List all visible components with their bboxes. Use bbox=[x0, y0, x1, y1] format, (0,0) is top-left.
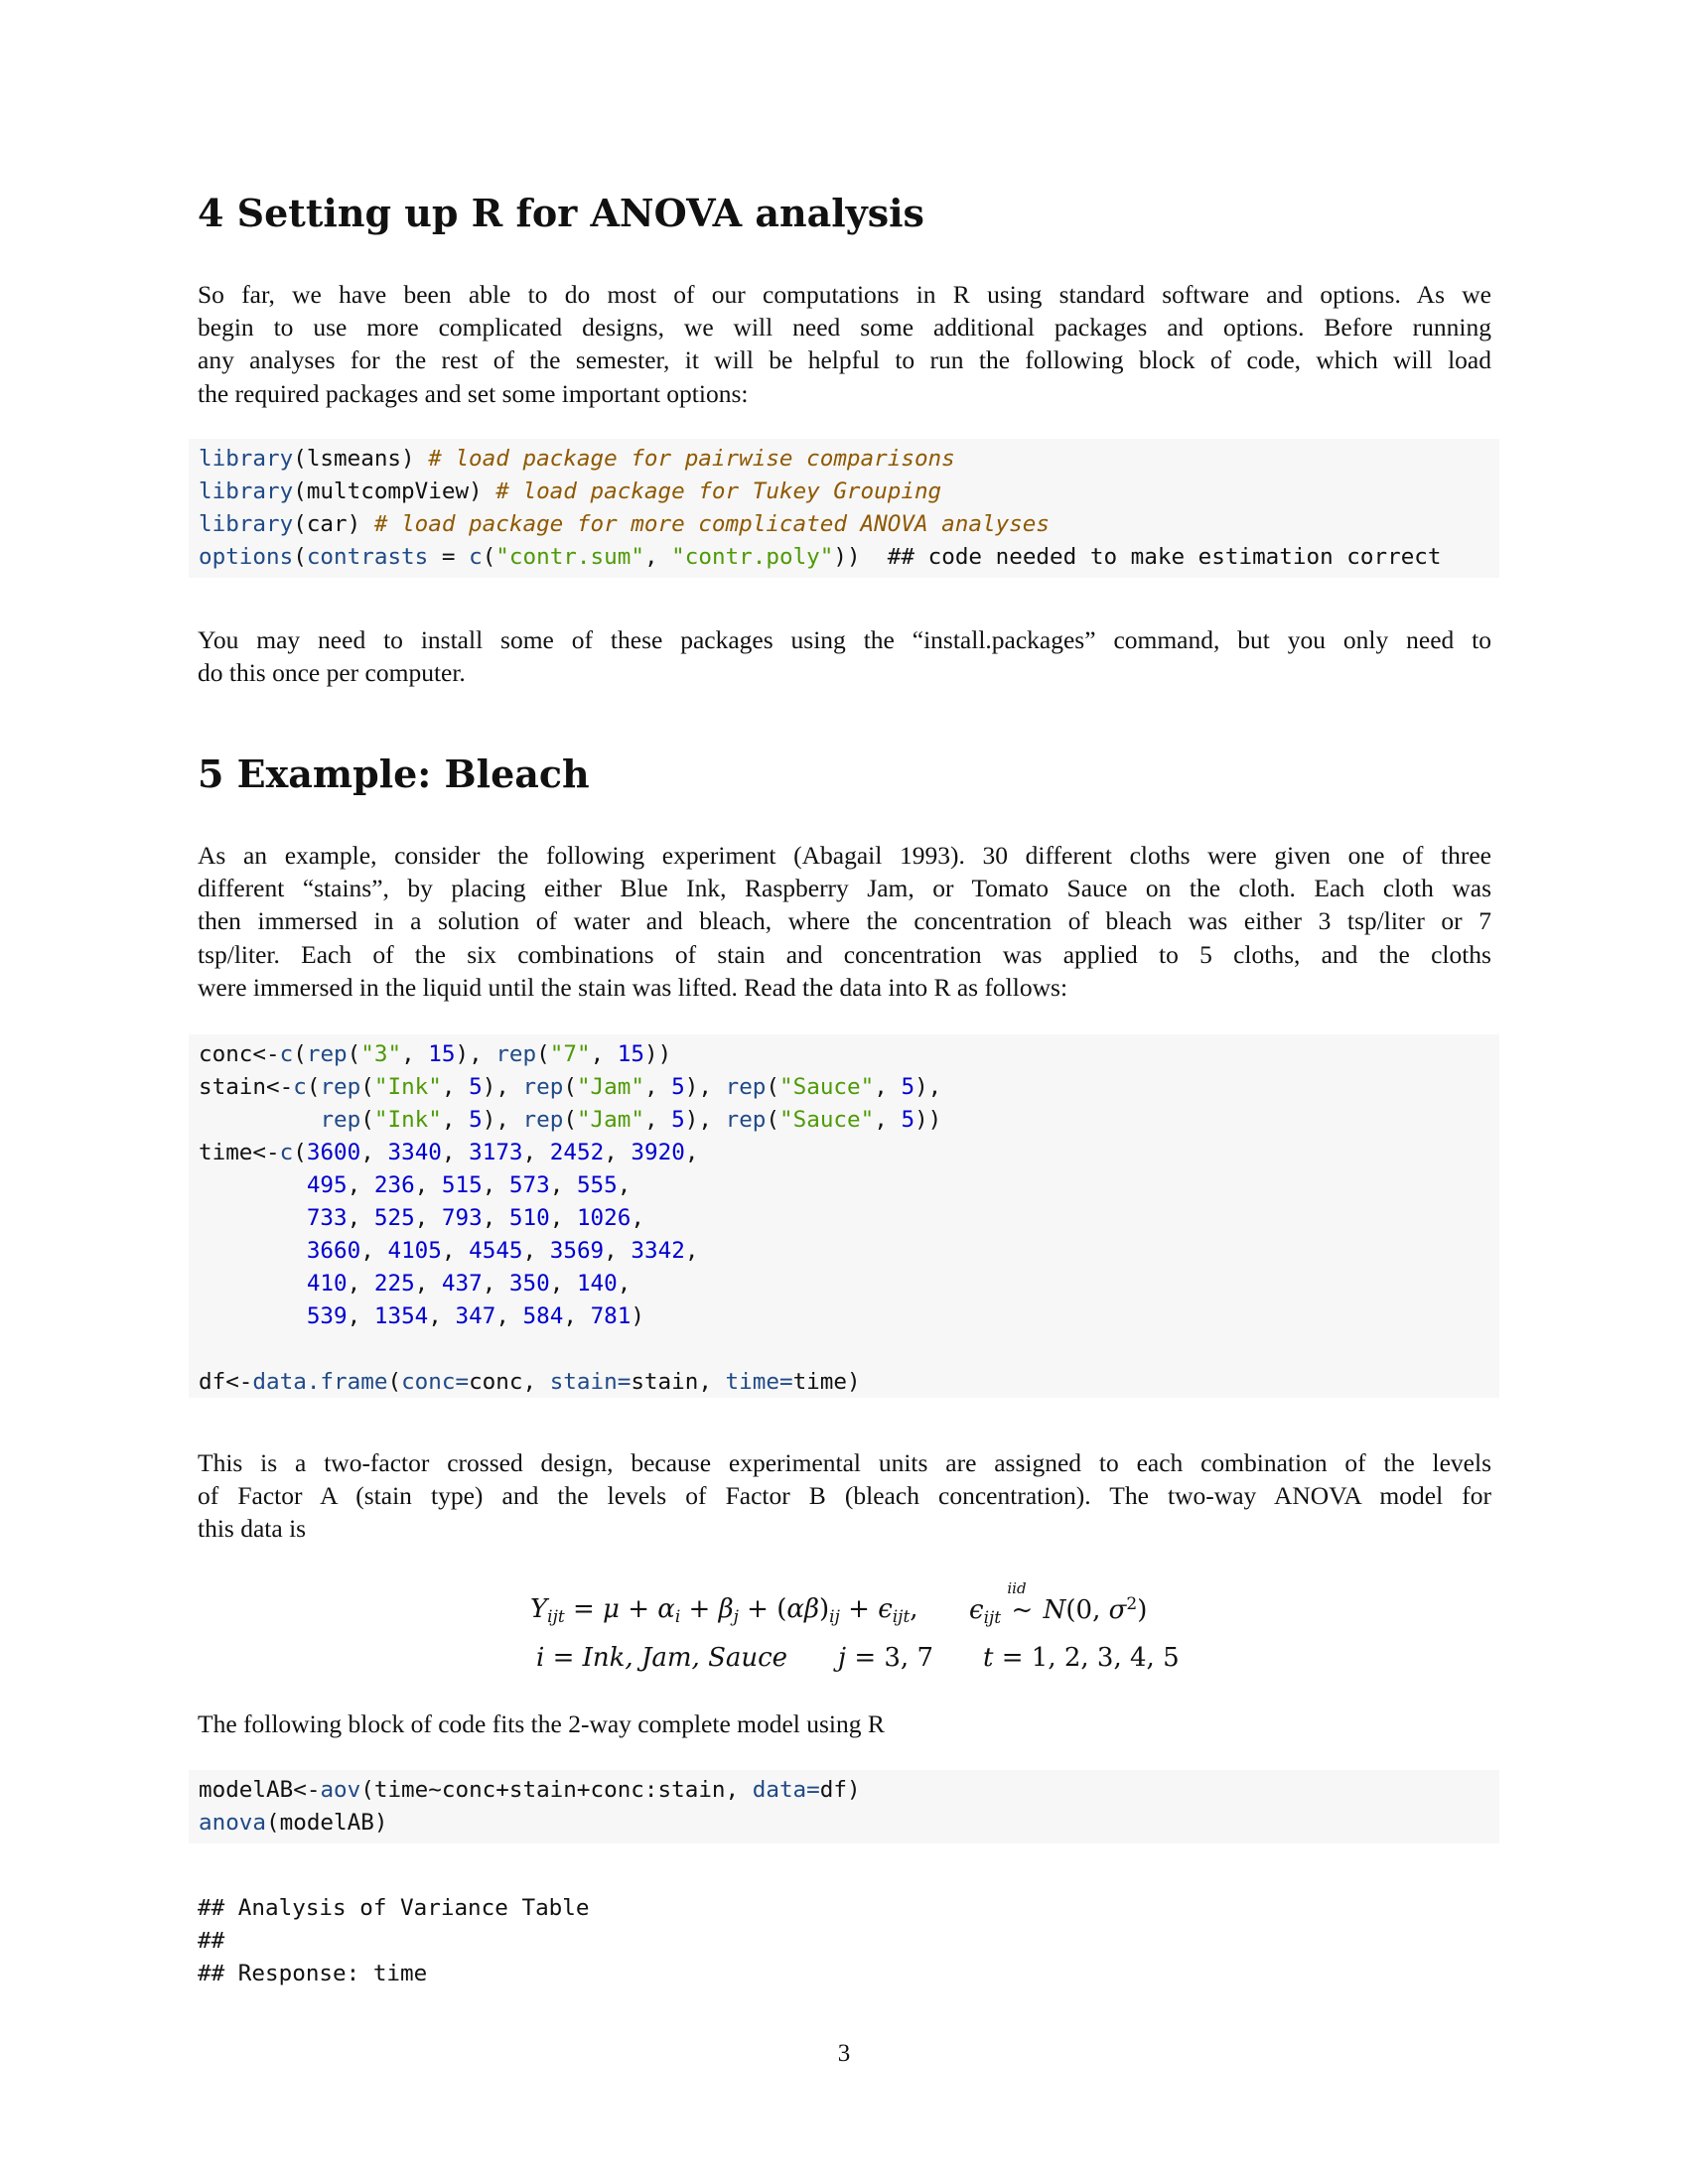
paragraph-line: do this once per computer. bbox=[198, 658, 466, 688]
code-line-time-1: 495, 236, 515, 573, 555, bbox=[306, 1172, 632, 1198]
code-line: library(multcompView) # load package for Tukey Grouping bbox=[199, 478, 942, 504]
error-distribution: $\epsilon_{ijt}$ iid ~ N(0, $\sigma^2$) bbox=[969, 1579, 1148, 1628]
paragraph-line: begin to use more complicated designs, we will need some additional packages and options. Before running bbox=[198, 313, 1491, 342]
paragraph-line: You may need to install some of these packages using the “install.packages” command, but you only need to bbox=[198, 625, 1491, 654]
iid-label: iid bbox=[1007, 1579, 1027, 1597]
code-line-time-0: time<-c(3600, 3340, 3173, 2452, 3920, bbox=[199, 1140, 699, 1165]
paragraph-line: any analyses for the rest of the semester, it will be helpful to run the following block of code, which will load bbox=[198, 345, 1491, 375]
code-line-time-5: 539, 1354, 347, 584, 781) bbox=[306, 1303, 644, 1329]
code-line-time-4: 410, 225, 437, 350, 140, bbox=[306, 1271, 632, 1297]
paragraph-line: were immersed in the liquid until the stain was lifted. Read the data into R as follows: bbox=[198, 972, 1068, 1002]
section-4-intro-paragraph bbox=[198, 278, 1491, 410]
code-line-conc: conc<-c(rep("3", 15), rep("7", 15)) bbox=[199, 1041, 672, 1067]
paragraph-line: different “stains”, by placing either Blue Ink, Raspberry Jam, or Tomato Sauce on the cloth. Each cloth was bbox=[198, 874, 1491, 903]
paragraph-line: this data is bbox=[198, 1514, 307, 1544]
design-description-paragraph bbox=[198, 1446, 1491, 1546]
output-line: ## bbox=[198, 1928, 225, 1954]
paragraph-line: So far, we have been able to do most of our computations in R using standard software and options. As we bbox=[198, 280, 1491, 309]
code-line-stain-1: stain<-c(rep("Ink", 5), rep("Jam", 5), rep("Sauce", 5), bbox=[199, 1074, 942, 1100]
code-line-time-2: 733, 525, 793, 510, 1026, bbox=[306, 1205, 644, 1231]
paragraph-line: then immersed in a solution of water and bleach, where the concentration of bleach was either 3 tsp/liter or 7 bbox=[198, 906, 1491, 936]
code-line: library(lsmeans) # load package for pairwise comparisons bbox=[199, 446, 955, 472]
output-line: ## Analysis of Variance Table bbox=[198, 1895, 590, 1921]
code-line-time-3: 3660, 4105, 4545, 3569, 3342, bbox=[306, 1238, 699, 1264]
setup-code-block bbox=[189, 439, 1499, 578]
section-4-heading: 4 Setting up R for ANOVA analysis bbox=[198, 191, 924, 235]
index-j-definition: j = 3, 7 bbox=[838, 1643, 934, 1673]
paragraph-line: The following block of code fits the 2-way complete model using R bbox=[198, 1709, 885, 1738]
data-entry-code-block bbox=[189, 1034, 1499, 1398]
code-line: options(contrasts = c("contr.sum", "contr.poly")) ## code needed to make estimation correct bbox=[199, 544, 1442, 570]
section-5-heading: 5 Example: Bleach bbox=[198, 751, 590, 796]
paragraph-line: the required packages and set some important options: bbox=[198, 378, 749, 408]
code-line-aov: modelAB<-aov(time~conc+stain+conc:stain, data=df) bbox=[199, 1777, 861, 1803]
index-t-definition: t = 1, 2, 3, 4, 5 bbox=[983, 1643, 1180, 1673]
model-fit-intro-paragraph bbox=[198, 1707, 1491, 1740]
paragraph-line: This is a two-factor crossed design, because experimental units are assigned to each combination of the levels bbox=[198, 1448, 1491, 1477]
code-line-anova: anova(modelAB) bbox=[199, 1810, 388, 1836]
model-equation: $Y_{ijt} = \mu + \alpha_i + \beta_j + (\alpha\beta)_{ij} + \epsilon_{ijt}$, bbox=[530, 1594, 918, 1627]
experiment-description-paragraph bbox=[198, 839, 1491, 1004]
paragraph-line: tsp/liter. Each of the six combinations of stain and concentration was applied to 5 cloths, and the cloths bbox=[198, 939, 1491, 969]
paragraph-line: As an example, consider the following experiment (Abagail 1993). 30 different cloths were given one of three bbox=[198, 841, 1491, 870]
install-packages-paragraph bbox=[198, 623, 1491, 689]
page-number: 3 bbox=[837, 2040, 851, 2067]
code-line: library(car) # load package for more complicated ANOVA analyses bbox=[199, 511, 1050, 537]
code-line-dataframe: df<-data.frame(conc=conc, stain=stain, time=time) bbox=[199, 1369, 861, 1395]
code-line-stain-2: rep("Ink", 5), rep("Jam", 5), rep("Sauce", 5)) bbox=[320, 1107, 942, 1133]
output-line: ## Response: time bbox=[198, 1961, 428, 1986]
model-code-block bbox=[189, 1770, 1499, 1843]
paragraph-line: of Factor A (stain type) and the levels of Factor B (bleach concentration). The two-way ANOVA model for bbox=[198, 1481, 1491, 1511]
index-i-definition: i = Ink, Jam, Sauce bbox=[536, 1643, 788, 1673]
